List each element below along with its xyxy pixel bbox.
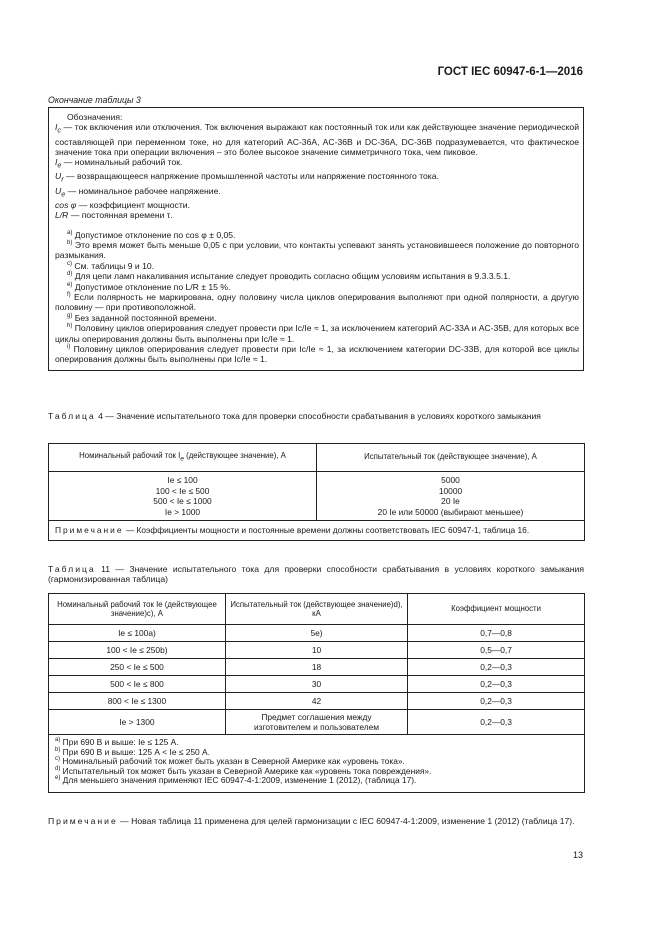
footnote-text: Это время может быть меньше 0,05 с при условии, что контакты успевают занять установившееся положение до повторного размыкания. (55, 239, 579, 261)
table3-notes-box (48, 107, 584, 371)
table11-cell-current: 500 < Ie ≤ 800 (49, 676, 226, 693)
footnote-mark: i) (67, 344, 71, 351)
legend-symbol-sub: r (61, 176, 64, 185)
footnote (55, 323, 579, 344)
table4-test-values (317, 472, 585, 521)
table4-current-value: 500 < Ie ≤ 1000 (153, 496, 212, 506)
table11-cell-pf: 0,5—0,7 (408, 642, 585, 659)
footnote-text: Допустимое отклонение по cos φ ± 0,05. (72, 229, 236, 240)
footnote-mark: c) (67, 260, 72, 267)
table-continuation-label: Окончание таблицы 3 (48, 95, 141, 105)
footnote-text: Испытательный ток может быть указан в Северной Америке как «уровень тока повреждения». (60, 765, 432, 776)
legend-symbol-sub: c (57, 127, 61, 136)
legend-text: — постоянная времени τ. (68, 210, 173, 221)
legend-symbol: I (55, 122, 58, 133)
table-row (49, 642, 585, 659)
table11-cell-test: 42 (225, 693, 407, 710)
table11-cell-test: 30 (225, 676, 407, 693)
footnote-mark: e) (55, 775, 61, 782)
footnote-mark: a) (55, 737, 61, 744)
final-note: Примечание — Новая таблица 11 применена для целей гармонизации с IEC 60947-4-1:2009, изменение 1 (2012) (таблица 17). (48, 816, 575, 826)
table4-current-values (49, 472, 317, 521)
table4-test-value: 5000 (441, 475, 460, 485)
table11-footnote (55, 776, 578, 786)
footnote-mark: b) (67, 240, 73, 247)
footnote-mark: e) (67, 281, 73, 288)
footnote-mark: f) (67, 292, 71, 299)
table11-cell-current: Ie ≤ 100a) (49, 625, 226, 642)
footnote (55, 313, 579, 323)
table3-footnotes (55, 230, 579, 365)
footnote-mark: d) (67, 271, 73, 278)
table11-cell-test: Предмет соглашения между изготовителем и пользователем (225, 710, 407, 735)
footnote-mark: d) (55, 765, 61, 772)
legend-text: — возвращающееся напряжение промышленной частоты или напряжение постоянного тока. (63, 171, 439, 182)
legend-symbol-sub: e (61, 190, 66, 199)
footnote (55, 282, 579, 292)
legend-item (55, 171, 579, 185)
table4-current-value: 100 < Ie ≤ 500 (155, 485, 210, 496)
table4-caption: Таблица 4 — Значение испытательного тока для проверки способности срабатывания в условиях короткого замыкания (48, 411, 541, 421)
footnote-mark: a) (67, 229, 73, 236)
legend-text: — номинальный рабочий ток. (61, 157, 183, 168)
footnote (55, 240, 579, 261)
footnote-text: При 690 В и выше: Ie ≤ 125 А. (60, 737, 179, 747)
footnote-mark: h) (67, 323, 73, 330)
footnote-mark: c) (55, 756, 60, 763)
table-row (49, 625, 585, 642)
table11-cell-test: 18 (225, 659, 407, 676)
table4-test-value: 20 Ie или 50000 (выбирают меньшее) (377, 506, 524, 517)
footnote-text: Для меньшего значения применяют IEC 60947-4-1:2009, изменение 1 (2012), (таблица 17). (60, 775, 417, 786)
footnote (55, 344, 579, 365)
footnote-text: См. таблицы 9 и 10. (72, 260, 155, 271)
legend-item (55, 122, 579, 157)
table11-header-power-factor: Коэффициент мощности (408, 594, 585, 625)
table11-cell-pf: 0,7—0,8 (408, 625, 585, 642)
table4-note: Примечание — Коэффициенты мощности и постоянные времени должны соответствовать IEC 60947-1, таблица 16. (49, 521, 585, 541)
footnote-mark: g) (67, 312, 73, 319)
legend-list (55, 122, 579, 220)
legend-symbol: U (55, 185, 62, 196)
footnote (55, 261, 579, 271)
footnote-text: При 690 В и выше: 125 А < Ie ≤ 250 А. (60, 746, 210, 757)
table11-cell-current: Ie > 1300 (49, 710, 226, 735)
table11-caption: Таблица 11 — Значение испытательного тока для проверки способности срабатывания в условиях короткого замыкания (гармонизированная таблица) (48, 564, 584, 585)
table11-cell-pf: 0,2—0,3 (408, 676, 585, 693)
page-number: 13 (572, 850, 583, 860)
legend-symbol: I (55, 157, 58, 168)
footnote (55, 230, 579, 240)
table11-cell-current: 100 < Ie ≤ 250b) (49, 642, 226, 659)
footnote-text: Номинальный рабочий ток может быть указан в Северной Америке как «уровень тока». (60, 756, 405, 767)
document-header: ГОСТ IEC 60947-6-1—2016 (437, 66, 583, 78)
table4-header-current: Номинальный рабочий ток $I_e$ (действующее значение), А (49, 444, 317, 472)
table11-header-current: Номинальный рабочий ток Ie (действующее значение)c), А (49, 594, 226, 625)
table11-header-test-current: Испытательный ток (действующее значение)d), кА (225, 594, 407, 625)
table11-cell-current: 250 < Ie ≤ 500 (49, 659, 226, 676)
footnote-text: Без заданной постоянной времени. (72, 312, 217, 323)
table-row (49, 676, 585, 693)
legend-symbol: U (55, 171, 62, 182)
footnote-text: Допустимое отклонение по L/R ± 15 %. (72, 281, 231, 292)
table11-footnotes (49, 735, 585, 793)
legend-symbol: cos φ (55, 199, 77, 210)
legend-text: — коэффициент мощности. (76, 199, 190, 210)
footnote (55, 292, 579, 313)
table11 (48, 593, 585, 793)
table11-cell-current: 800 < Ie ≤ 1300 (49, 693, 226, 710)
table11-cell-pf: 0,2—0,3 (408, 659, 585, 676)
table4-current-value: Ie ≤ 100 (167, 475, 198, 485)
table4-header-test-current: Испытательный ток (действующее значение), А (317, 444, 585, 472)
table4 (48, 443, 585, 541)
legend-item (55, 186, 579, 200)
table11-cell-pf: 0,2—0,3 (408, 710, 585, 735)
legend-symbol: L/R (55, 210, 69, 221)
legend-title: Обозначения: (67, 112, 123, 122)
table4-current-value: Ie > 1000 (164, 506, 201, 517)
table-row (49, 710, 585, 735)
legend-item (55, 200, 579, 210)
legend-item (55, 157, 579, 171)
footnote-mark: b) (55, 746, 61, 753)
footnote-text: Половину циклов оперирования следует провести при Ic/Ie ≈ 1, за исключением категории DC-33B, для которой все циклы оперирования должны быть выполнены при Ic/Ie ≈ 1. (55, 344, 579, 365)
table-row (49, 693, 585, 710)
legend-symbol-sub: e (57, 162, 62, 171)
footnote (55, 271, 579, 281)
legend-text: — номинальное рабочее напряжение. (65, 185, 221, 196)
table4-test-value: 20 Ie (441, 496, 460, 506)
table11-cell-test: 5e) (225, 625, 407, 642)
table4-test-value: 10000 (438, 485, 463, 496)
table-row (49, 659, 585, 676)
footnote-text: Для цепи ламп накаливания испытание следует проводить согласно общим условиям испытания в 9.3.3.5.1. (72, 271, 511, 282)
legend-text: — ток включения или отключения. Ток включения выражают как постоянный ток или как действующее значение периодической составляющей при переменном токе, но для категорий AC-36A, AC-36B и DC-36A, DC-36B подразумевается, что фактическое значение тока при операции включения – это более высокое значение симметричного тока, чем пиковое. (55, 122, 579, 157)
table11-cell-pf: 0,2—0,3 (408, 693, 585, 710)
legend-item (55, 210, 579, 220)
table11-cell-test: 10 (225, 642, 407, 659)
footnote-text: Половину циклов оперирования следует провести при Ic/Ie ≈ 1, за исключением категорий AC-33A и AC-35B, для которых все циклы оперирования должны быть выполнены при Ic/Ie ≈ 1. (55, 323, 579, 344)
footnote-text: Если полярность не маркирована, одну половину числа циклов оперирования выполняют при одной полярности, а другую половину — при противоположной. (55, 291, 579, 313)
